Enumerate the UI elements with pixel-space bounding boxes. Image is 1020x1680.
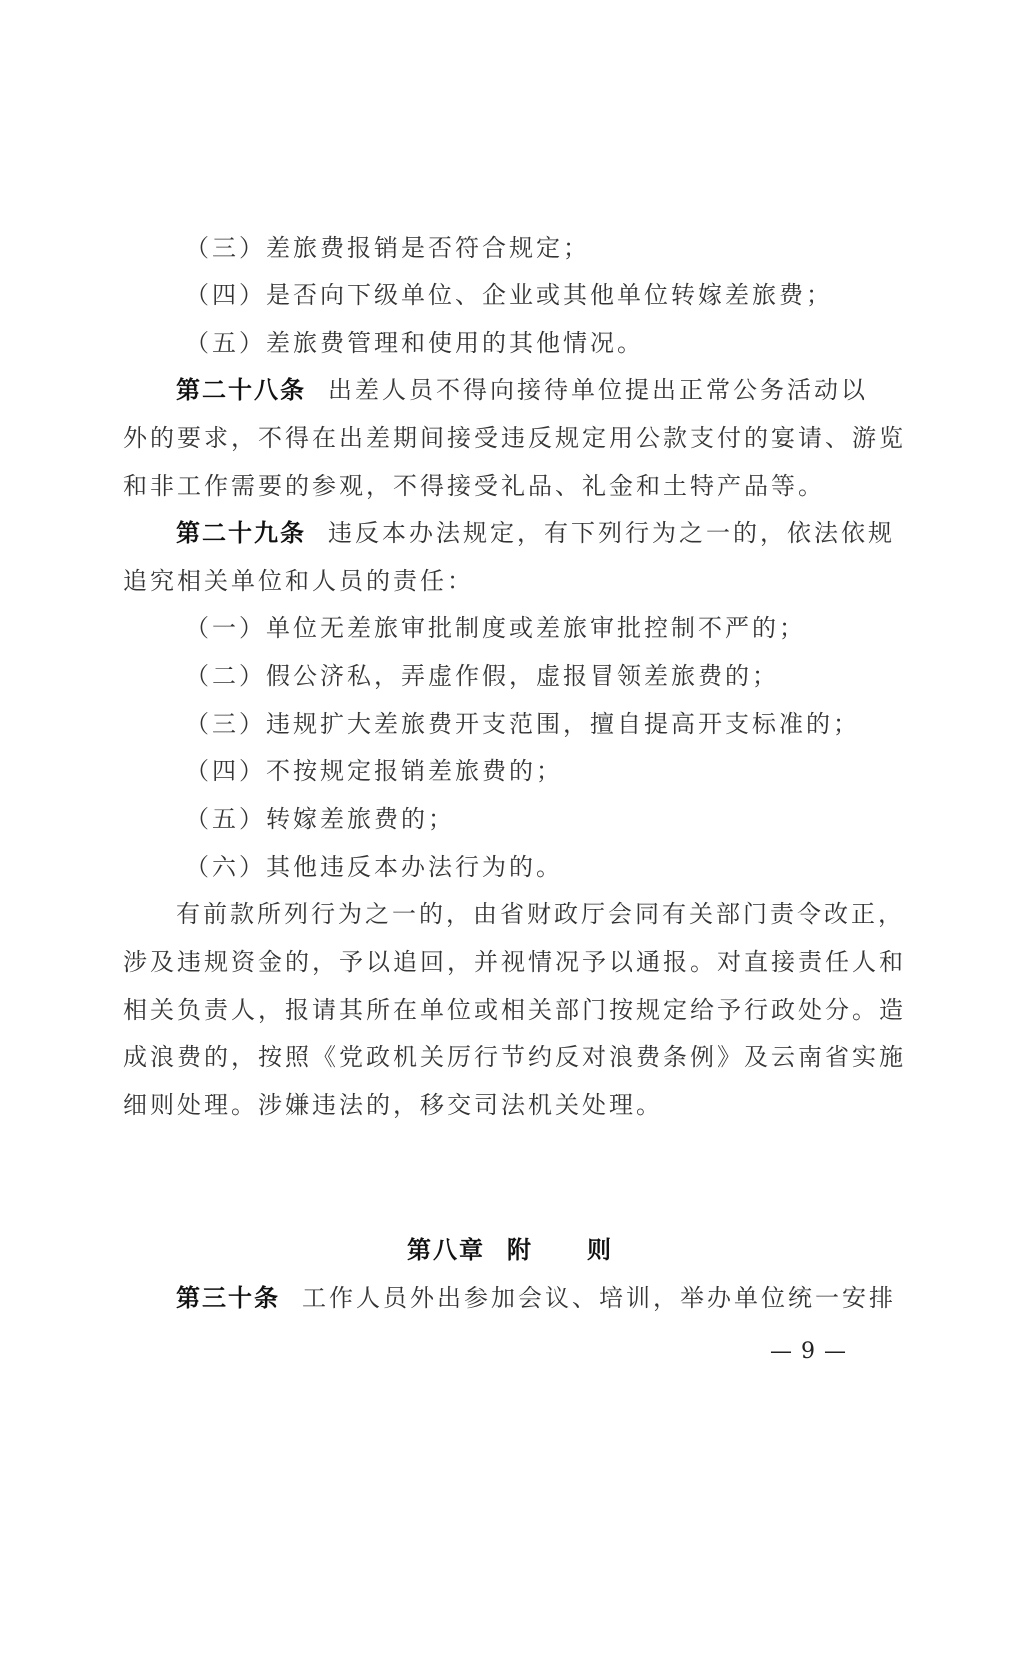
chapter-heading	[0, 1235, 1020, 1265]
article-30-text-1: 工作人员外出参加会议、培训，举办单位统一安排	[302, 1284, 896, 1312]
penalty-line-2: 涉及违规资金的，予以追回，并视情况予以通报。对直接责任人和	[123, 948, 906, 976]
chapter-number: 第八章	[407, 1236, 485, 1264]
list-item: （三）违规扩大差旅费开支范围，擅自提高开支标准的；	[185, 710, 860, 738]
penalty-line-1: 有前款所列行为之一的，由省财政厅会同有关部门责令改正，	[176, 900, 905, 928]
penalty-line-5: 细则处理。涉嫌违法的，移交司法机关处理。	[123, 1091, 663, 1119]
page-number: — 9 —	[770, 1339, 847, 1364]
article-28-label: 第二十八条	[176, 376, 306, 404]
list-item: （四）不按规定报销差旅费的；	[185, 757, 563, 785]
penalty-line-3: 相关负责人，报请其所在单位或相关部门按规定给予行政处分。造	[123, 996, 906, 1024]
article-28-line-3: 和非工作需要的参观，不得接受礼品、礼金和土特产品等。	[123, 472, 825, 500]
list-item: （二）假公济私，弄虚作假，虚报冒领差旅费的；	[185, 662, 779, 690]
list-item: （五）转嫁差旅费的；	[185, 805, 455, 833]
article-28-line-2: 外的要求，不得在出差期间接受违反规定用公款支付的宴请、游览	[123, 424, 906, 452]
list-item: （五）差旅费管理和使用的其他情况。	[185, 329, 644, 357]
article-29-text-1: 违反本办法规定，有下列行为之一的，依法依规	[328, 519, 895, 547]
chapter-title-word-2: 则	[587, 1236, 613, 1264]
article-30-label: 第三十条	[176, 1284, 280, 1312]
article-28-text-1: 出差人员不得向接待单位提出正常公务活动以	[328, 376, 868, 404]
list-item: （六）其他违反本办法行为的。	[185, 853, 563, 881]
list-item: （一）单位无差旅审批制度或差旅审批控制不严的；	[185, 614, 806, 642]
article-30-line-1	[176, 1283, 896, 1313]
article-29-line-1	[176, 518, 895, 548]
penalty-line-4: 成浪费的，按照《党政机关厉行节约反对浪费条例》及云南省实施	[123, 1043, 906, 1071]
chapter-title-word-1: 附	[507, 1236, 533, 1264]
list-item: （三）差旅费报销是否符合规定；	[185, 234, 590, 262]
list-item: （四）是否向下级单位、企业或其他单位转嫁差旅费；	[185, 281, 833, 309]
article-29-label: 第二十九条	[176, 519, 306, 547]
article-29-line-2: 追究相关单位和人员的责任：	[123, 567, 474, 595]
article-28-line-1	[176, 375, 868, 405]
